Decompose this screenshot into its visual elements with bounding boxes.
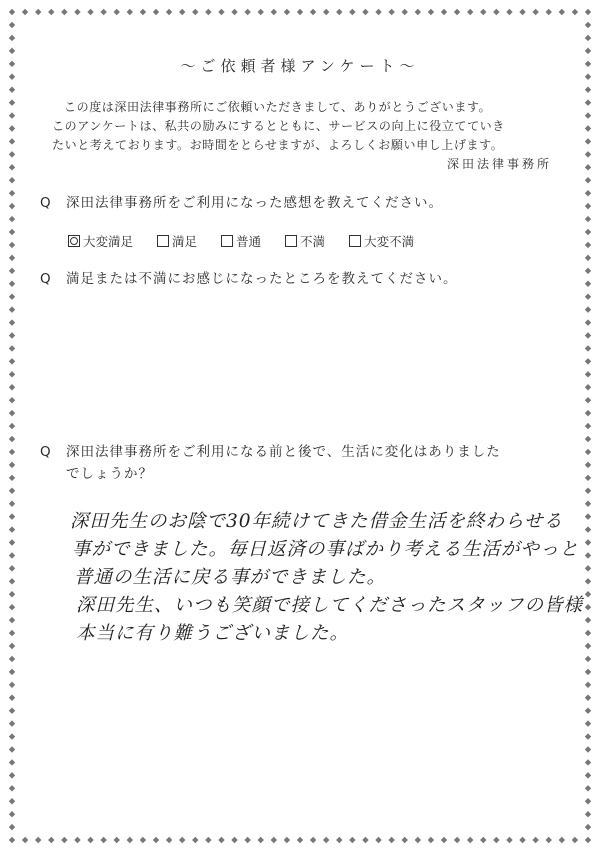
question-3-text-cont: でしょうか？ <box>66 466 153 482</box>
intro-line-2: このアンケートは、私共の励みにするとともに、サービスの向上に役立てていき <box>52 119 505 133</box>
signature: 深田法律事務所 <box>446 157 552 171</box>
question-mark: Q <box>40 195 52 211</box>
handwritten-answer <box>70 508 584 648</box>
answer-line: 深田先生、いつも笑顔で接してくださったスタッフの皆様 <box>76 595 584 616</box>
question-1-text: 深田法律事務所をご利用になった感想を教えてください。 <box>66 195 443 211</box>
satisfaction-options <box>68 232 438 250</box>
option-satisfied[interactable] <box>157 232 197 250</box>
option-label: 大変不満 <box>364 234 415 249</box>
answer-line: 普通の生活に戻る事ができました。 <box>74 567 387 588</box>
question-2-text: 満足または不満にお感じになったところを教えてください。 <box>66 271 458 287</box>
checkbox-checked[interactable] <box>68 235 80 247</box>
question-mark: Q <box>40 271 52 287</box>
question-2 <box>40 268 560 290</box>
question-3 <box>40 441 560 485</box>
option-dissatisfied[interactable] <box>285 232 325 250</box>
checkbox[interactable] <box>349 235 361 247</box>
answer-line: 本当に有り難うございました。 <box>76 623 350 644</box>
option-very-satisfied[interactable] <box>68 232 133 250</box>
question-3-text: 深田法律事務所をご利用になる前と後で、生活に変化はありました <box>66 444 501 460</box>
answer-line: 深田先生のお陰で30年続けてきた借金生活を終わらせる <box>70 511 563 532</box>
option-label: 普通 <box>236 234 262 249</box>
checkbox[interactable] <box>157 235 169 247</box>
answer-line: 事ができました。毎日返済の事ばかり考える生活がやっと <box>72 539 580 560</box>
option-very-dissatisfied[interactable] <box>349 232 414 250</box>
option-label: 大変満足 <box>83 234 134 249</box>
question-1 <box>40 192 560 214</box>
intro-text <box>52 98 552 155</box>
intro-line-3: たいと考えております。お時間をとらせますが、よろしくお願い申し上げます。 <box>52 138 504 152</box>
option-normal[interactable] <box>221 232 261 250</box>
question-mark: Q <box>40 444 52 460</box>
option-label: 満足 <box>172 234 198 249</box>
checkbox[interactable] <box>285 235 297 247</box>
intro-line-1: この度は深田法律事務所にご依頼いただきまして、ありがとうございます。 <box>64 100 492 114</box>
page-title: 〜ご依頼者様アンケート〜 <box>180 57 420 75</box>
checkbox[interactable] <box>221 235 233 247</box>
option-label: 不満 <box>300 234 326 249</box>
